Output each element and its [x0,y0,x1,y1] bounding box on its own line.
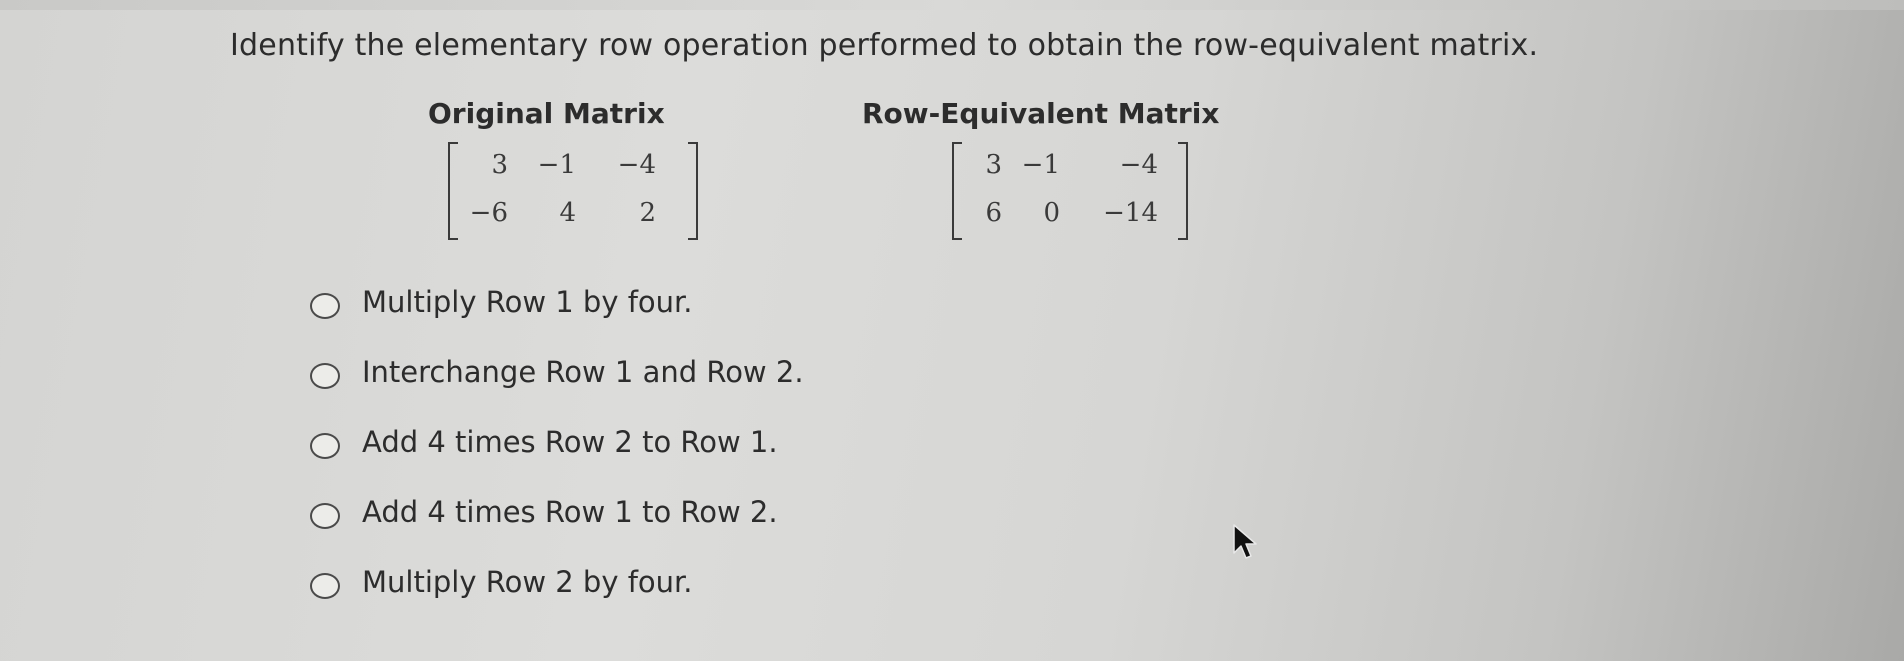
matrix-cell: 4 [559,198,576,228]
radio-button[interactable] [310,573,340,599]
matrix-cell: 2 [639,198,656,228]
answer-option-4[interactable] [310,495,804,565]
answer-option-label: Interchange Row 1 and Row 2. [362,355,804,389]
radio-button[interactable] [310,363,340,389]
right-bracket [1178,142,1188,240]
row-equivalent-matrix [952,142,1188,238]
radio-button[interactable] [310,433,340,459]
answer-option-label: Multiply Row 1 by four. [362,285,693,319]
answer-option-label: Add 4 times Row 1 to Row 2. [362,495,778,529]
matrix-cell: 3 [985,150,1002,180]
radio-button[interactable] [310,503,340,529]
right-bracket [688,142,698,240]
matrix-cell: −4 [1119,150,1158,180]
matrix-cell: −1 [537,150,576,180]
matrix-cell: −4 [617,150,656,180]
answer-option-3[interactable] [310,425,804,495]
question-text: Identify the elementary row operation performed to obtain the row-equivalent matrix. [230,28,1539,63]
matrix-cell: 0 [1043,198,1060,228]
matrix-cell: 6 [985,198,1002,228]
matrix-cell: −1 [1021,150,1060,180]
answer-option-1[interactable] [310,285,804,355]
answer-options [310,285,804,635]
answer-option-2[interactable] [310,355,804,425]
original-matrix-heading: Original Matrix [428,97,665,130]
row-equivalent-matrix-heading: Row-Equivalent Matrix [862,97,1220,130]
radio-button[interactable] [310,293,340,319]
original-matrix [448,142,698,238]
answer-option-5[interactable] [310,565,804,635]
mouse-pointer-icon [1232,523,1266,561]
answer-option-label: Multiply Row 2 by four. [362,565,693,599]
matrix-cell: −6 [469,198,508,228]
matrix-cell: 3 [491,150,508,180]
top-strip [0,0,1904,10]
matrix-cell: −14 [1103,198,1158,228]
answer-option-label: Add 4 times Row 2 to Row 1. [362,425,778,459]
